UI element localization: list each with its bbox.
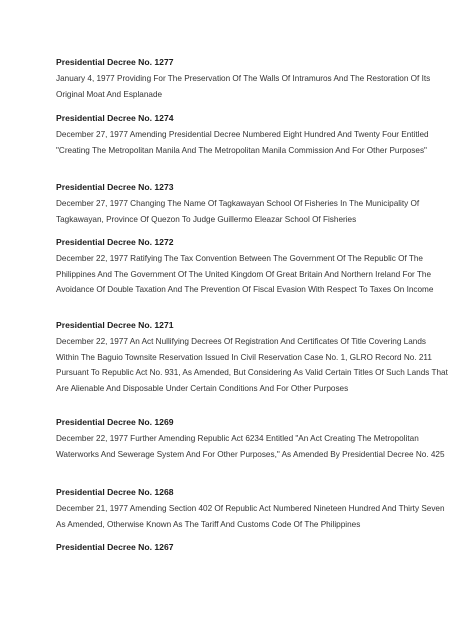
decree-entry-1269 [56, 417, 448, 462]
decree-entry-1272 [56, 237, 448, 298]
decree-entry-1277 [56, 57, 448, 102]
decree-description: December 21, 1977 Amending Section 402 Of Republic Act Numbered Nineteen Hundred And Thirty Seven As Amended, Otherwise Known As The Tariff And Customs Code Of The Philippines [56, 504, 445, 529]
decree-title: Presidential Decree No. 1269 [56, 417, 174, 427]
decree-description: December 22, 1977 Further Amending Republic Act 6234 Entitled "An Act Creating The Metropolitan Waterworks And Sewerage System And For Other Purposes," As Amended By Presidential Decree No. 425 [56, 434, 445, 459]
decree-description: December 27, 1977 Changing The Name Of Tagkawayan School Of Fisheries In The Municipality Of Tagkawayan, Province Of Quezon To Judge Guillermo Eleazar School Of Fisheries [56, 199, 420, 224]
decree-title: Presidential Decree No. 1271 [56, 320, 174, 330]
decree-entry-1268 [56, 487, 448, 532]
decree-description: December 22, 1977 An Act Nullifying Decrees Of Registration And Certificates Of Title Covering Lands Within The Baguio Townsite Reservation Issued In Civil Reservation Case No. 1, GLRO Record No. 211 Pursuant To Republic Act No. 931, As Amended, But Considering As Valid Certain Titles Of Such Lands That Are Alienable And Disposable Under Certain Conditions And For Other Purposes [56, 337, 448, 394]
decree-description: December 22, 1977 Ratifying The Tax Convention Between The Government Of The Republic Of The Philippines And The Government Of The United Kingdom Of Great Britain And Northern Ireland For The Avoidance Of Double Taxation And The Prevention Of Fiscal Evasion With Respect To Taxes On Income [56, 254, 434, 295]
decree-entry-1274 [56, 113, 448, 158]
decree-title: Presidential Decree No. 1267 [56, 542, 174, 552]
decree-title: Presidential Decree No. 1274 [56, 113, 174, 123]
decree-description: December 27, 1977 Amending Presidential Decree Numbered Eight Hundred And Twenty Four Entitled "Creating The Metropolitan Manila And The Metropolitan Manila Commission And For Other Purposes" [56, 130, 429, 155]
decree-title: Presidential Decree No. 1272 [56, 237, 174, 247]
decree-entry-1271 [56, 320, 448, 397]
decree-entry-1273 [56, 182, 448, 227]
decree-entry-1267 [56, 542, 448, 556]
decree-title: Presidential Decree No. 1277 [56, 57, 174, 67]
decree-title: Presidential Decree No. 1268 [56, 487, 174, 497]
decree-title: Presidential Decree No. 1273 [56, 182, 174, 192]
decree-description: January 4, 1977 Providing For The Preservation Of The Walls Of Intramuros And The Restoration Of Its Original Moat And Esplanade [56, 74, 431, 99]
